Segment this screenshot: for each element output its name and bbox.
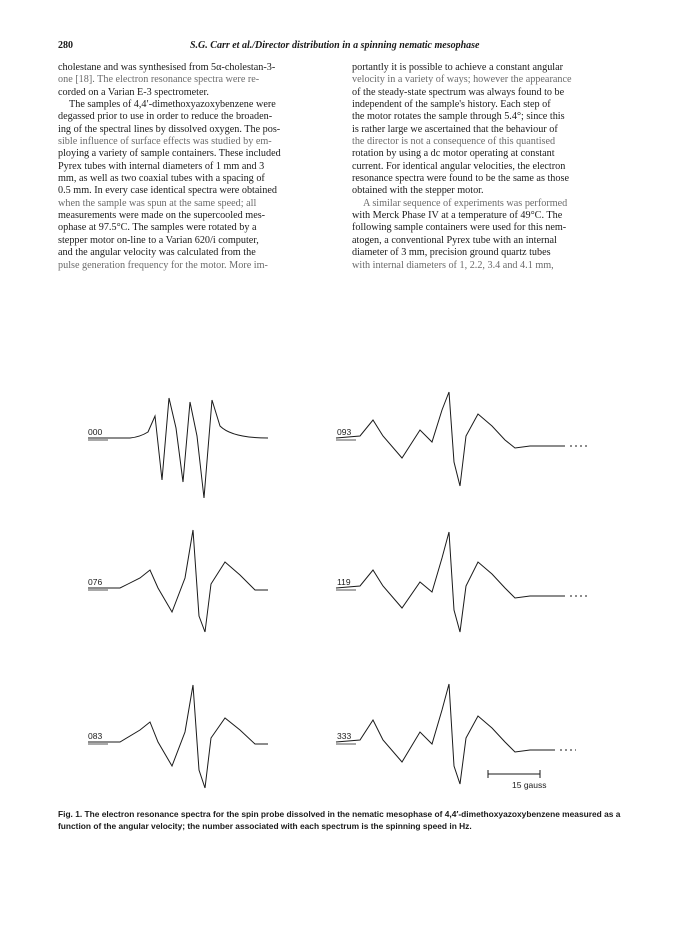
text-line: and the angular velocity was calculated from the (58, 247, 256, 259)
text-line: A similar sequence of experiments was performed (363, 197, 568, 209)
text-line: atogen, a conventional Pyrex tube with an internal (352, 234, 557, 246)
text-line: velocity in a variety of ways; however the appearance (352, 74, 572, 86)
text-line: diameter of 3 mm, precision ground quartz tubes (352, 247, 551, 259)
text-line: measurements were made on the supercooled mes- (58, 210, 266, 222)
text-line: rotation by using a dc motor operating at constant (352, 148, 555, 160)
text-line: one [18]. The electron resonance spectra were re- (58, 74, 260, 86)
text-line: cholestane and was synthesised from 5α-cholestan-3- (58, 62, 276, 73)
spectrum-trace (88, 685, 268, 788)
speed-label: 119 (337, 577, 351, 587)
text-line: pulse generation frequency for the motor. More im- (58, 259, 268, 271)
text-line: 0.5 mm. In every case identical spectra were obtained (58, 185, 277, 197)
figure-spectra (0, 370, 680, 800)
text-line: ing of the spectral lines by dissolved oxygen. The pos- (58, 123, 281, 135)
running-head: S.G. Carr et al./Director distribution in a spinning nematic mesophase (190, 40, 480, 51)
text-line: portantly it is possible to achieve a constant angular (352, 62, 564, 73)
speed-label: 333 (337, 731, 352, 741)
text-line: resonance spectra were found to be the same as those (352, 173, 569, 185)
text-line: with Merck Phase IV at a temperature of 49°C. The (352, 210, 563, 222)
spectrum-trace (336, 392, 565, 486)
left-column (58, 62, 320, 272)
text-line: stepper motor on-line to a Varian 620/i computer, (58, 234, 259, 246)
text-line: the motor rotates the sample through 5.4°; since this (352, 111, 565, 123)
speed-label: 000 (88, 427, 103, 437)
text-line: ophase at 97.5°C. The samples were rotated by a (58, 222, 257, 234)
text-line: corded on a Varian E-3 spectrometer. (58, 86, 209, 98)
spectrum-trace (88, 398, 268, 498)
speed-label: 093 (337, 427, 352, 437)
text-line: Pyrex tubes with internal diameters of 1 mm and 3 (58, 160, 265, 172)
text-line: the director is not a consequence of this quantised (352, 136, 556, 148)
spectrum-trace (336, 684, 555, 784)
text-line: of the steady-state spectrum was always found to be (352, 86, 565, 98)
page-number: 280 (58, 40, 73, 51)
text-line: is rather large we ascertained that the behaviour of (352, 123, 558, 135)
text-line: obtained with the stepper motor. (352, 185, 484, 197)
speed-label: 083 (88, 731, 103, 741)
text-line: The samples of 4,4′-dimethoxyazoxybenzene were (69, 99, 276, 111)
text-line: degassed prior to use in order to reduce the broaden- (58, 111, 273, 123)
spectrum-trace (336, 532, 565, 632)
text-line: when the sample was spun at the same speed; all (58, 197, 257, 209)
text-line: ploying a variety of sample containers. These included (58, 148, 281, 160)
text-line: mm, as well as two coaxial tubes with a spacing of (58, 173, 265, 185)
speed-label: 076 (88, 577, 103, 587)
right-column (352, 62, 614, 272)
text-line: with internal diameters of 1, 2.2, 3.4 and 4.1 mm, (352, 259, 554, 271)
scale-bar-label: 15 gauss (512, 780, 547, 790)
text-line: current. For identical angular velocities, the electron (352, 160, 566, 172)
text-line: following sample containers were used for this nem- (352, 222, 567, 234)
figure-caption: Fig. 1. The electron resonance spectra for the spin probe dissolved in the nematic mesophase of 4,4′-dimethoxyazoxybenzene measured as a function of the angular velocity; the number associated with each spectrum is the spinning speed in Hz. (58, 809, 621, 831)
text-line: sible influence of surface effects was studied by em- (58, 136, 272, 148)
text-line: independent of the sample's history. Each step of (352, 99, 551, 111)
spectrum-trace (88, 530, 268, 632)
